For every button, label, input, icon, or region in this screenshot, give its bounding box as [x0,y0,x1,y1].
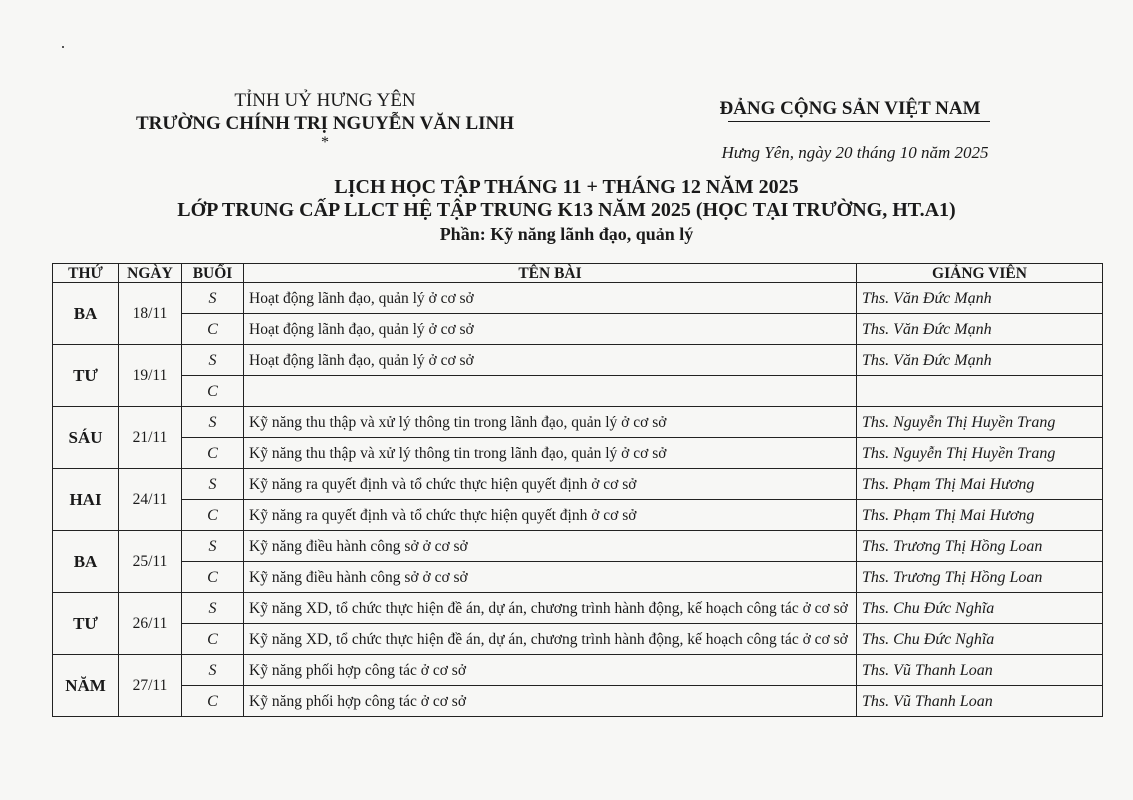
org-school-name: TRƯỜNG CHÍNH TRỊ NGUYỄN VĂN LINH [135,113,515,134]
table-row [53,593,1103,624]
schedule-table [52,263,1103,717]
schedule-body [53,283,1103,717]
lecturer-cell: Ths. Vũ Thanh Loan [857,655,1103,686]
lecturer-cell: Ths. Nguyễn Thị Huyền Trang [857,438,1103,469]
date-cell: 21/11 [119,407,182,469]
lesson-cell: Kỹ năng thu thập và xử lý thông tin trong lãnh đạo, quản lý ở cơ sở [244,407,857,438]
table-row [53,376,1103,407]
session-cell: S [182,531,244,562]
table-row [53,283,1103,314]
lecturer-cell: Ths. Văn Đức Mạnh [857,345,1103,376]
date-cell: 27/11 [119,655,182,717]
session-cell: C [182,624,244,655]
place-date: Hưng Yên, ngày 20 tháng 10 năm 2025 [721,143,989,162]
lecturer-cell: Ths. Chu Đức Nghĩa [857,624,1103,655]
day-cell: SÁU [53,407,119,469]
session-cell: C [182,686,244,717]
lesson-cell: Kỹ năng thu thập và xử lý thông tin trong lãnh đạo, quản lý ở cơ sở [244,438,857,469]
header-lecturer: GIẢNG VIÊN [857,264,1103,283]
table-row [53,624,1103,655]
lesson-cell: Kỹ năng ra quyết định và tổ chức thực hiện quyết định ở cơ sở [244,500,857,531]
table-row [53,655,1103,686]
session-cell: S [182,407,244,438]
date-cell: 26/11 [119,593,182,655]
day-cell: NĂM [53,655,119,717]
lesson-cell [244,376,857,407]
day-cell: BA [53,531,119,593]
date-cell: 25/11 [119,531,182,593]
lecturer-cell: Ths. Văn Đức Mạnh [857,283,1103,314]
header-session: BUỔI [182,264,244,283]
header-lesson: TÊN BÀI [244,264,857,283]
lesson-cell: Hoạt động lãnh đạo, quản lý ở cơ sở [244,345,857,376]
table-row [53,438,1103,469]
header-date: NGÀY [119,264,182,283]
org-parent-name: TỈNH UỶ HƯNG YÊN [234,90,416,111]
lecturer-cell [857,376,1103,407]
table-row [53,500,1103,531]
lesson-cell: Hoạt động lãnh đạo, quản lý ở cơ sở [244,283,857,314]
date-cell: 24/11 [119,469,182,531]
lesson-cell: Kỹ năng điều hành công sở ở cơ sở [244,562,857,593]
lecturer-cell: Ths. Phạm Thị Mai Hương [857,500,1103,531]
lecturer-cell: Ths. Chu Đức Nghĩa [857,593,1103,624]
day-cell: BA [53,283,119,345]
date-cell: 18/11 [119,283,182,345]
org-star-mark: * [321,134,329,151]
session-cell: S [182,655,244,686]
lecturer-cell: Ths. Trương Thị Hồng Loan [857,562,1103,593]
document-subtitle: LỚP TRUNG CẤP LLCT HỆ TẬP TRUNG K13 NĂM 2025 (HỌC TẠI TRƯỜNG, HT.A1) [177,199,956,221]
day-cell: TƯ [53,593,119,655]
day-cell: HAI [53,469,119,531]
lecturer-cell: Ths. Văn Đức Mạnh [857,314,1103,345]
scan-speck [62,46,64,48]
lecturer-cell: Ths. Trương Thị Hồng Loan [857,531,1103,562]
header-day: THỨ [53,264,119,283]
lecturer-cell: Ths. Nguyễn Thị Huyền Trang [857,407,1103,438]
table-row [53,531,1103,562]
document-title: LỊCH HỌC TẬP THÁNG 11 + THÁNG 12 NĂM 2025 [334,176,799,198]
session-cell: C [182,438,244,469]
session-cell: C [182,500,244,531]
lesson-cell: Hoạt động lãnh đạo, quản lý ở cơ sở [244,314,857,345]
table-row [53,469,1103,500]
lesson-cell: Kỹ năng phối hợp công tác ở cơ sở [244,686,857,717]
lesson-cell: Kỹ năng XD, tổ chức thực hiện đề án, dự án, chương trình hành động, kế hoạch công tác ở cơ sở [244,624,857,655]
table-row [53,407,1103,438]
session-cell: S [182,469,244,500]
session-cell: S [182,345,244,376]
lesson-cell: Kỹ năng phối hợp công tác ở cơ sở [244,655,857,686]
table-row [53,345,1103,376]
session-cell: S [182,593,244,624]
lesson-cell: Kỹ năng XD, tổ chức thực hiện đề án, dự án, chương trình hành động, kế hoạch công tác ở cơ sở [244,593,857,624]
lecturer-cell: Ths. Phạm Thị Mai Hương [857,469,1103,500]
session-cell: C [182,562,244,593]
session-cell: C [182,314,244,345]
table-row [53,314,1103,345]
table-row [53,686,1103,717]
document-section: Phần: Kỹ năng lãnh đạo, quản lý [439,224,694,244]
table-row [53,562,1103,593]
party-heading: ĐẢNG CỘNG SẢN VIỆT NAM [719,98,981,119]
table-header-row [53,264,1103,283]
date-cell: 19/11 [119,345,182,407]
lecturer-cell: Ths. Vũ Thanh Loan [857,686,1103,717]
day-cell: TƯ [53,345,119,407]
lesson-cell: Kỹ năng điều hành công sở ở cơ sở [244,531,857,562]
lesson-cell: Kỹ năng ra quyết định và tổ chức thực hiện quyết định ở cơ sở [244,469,857,500]
session-cell: C [182,376,244,407]
party-underline [728,121,990,122]
session-cell: S [182,283,244,314]
